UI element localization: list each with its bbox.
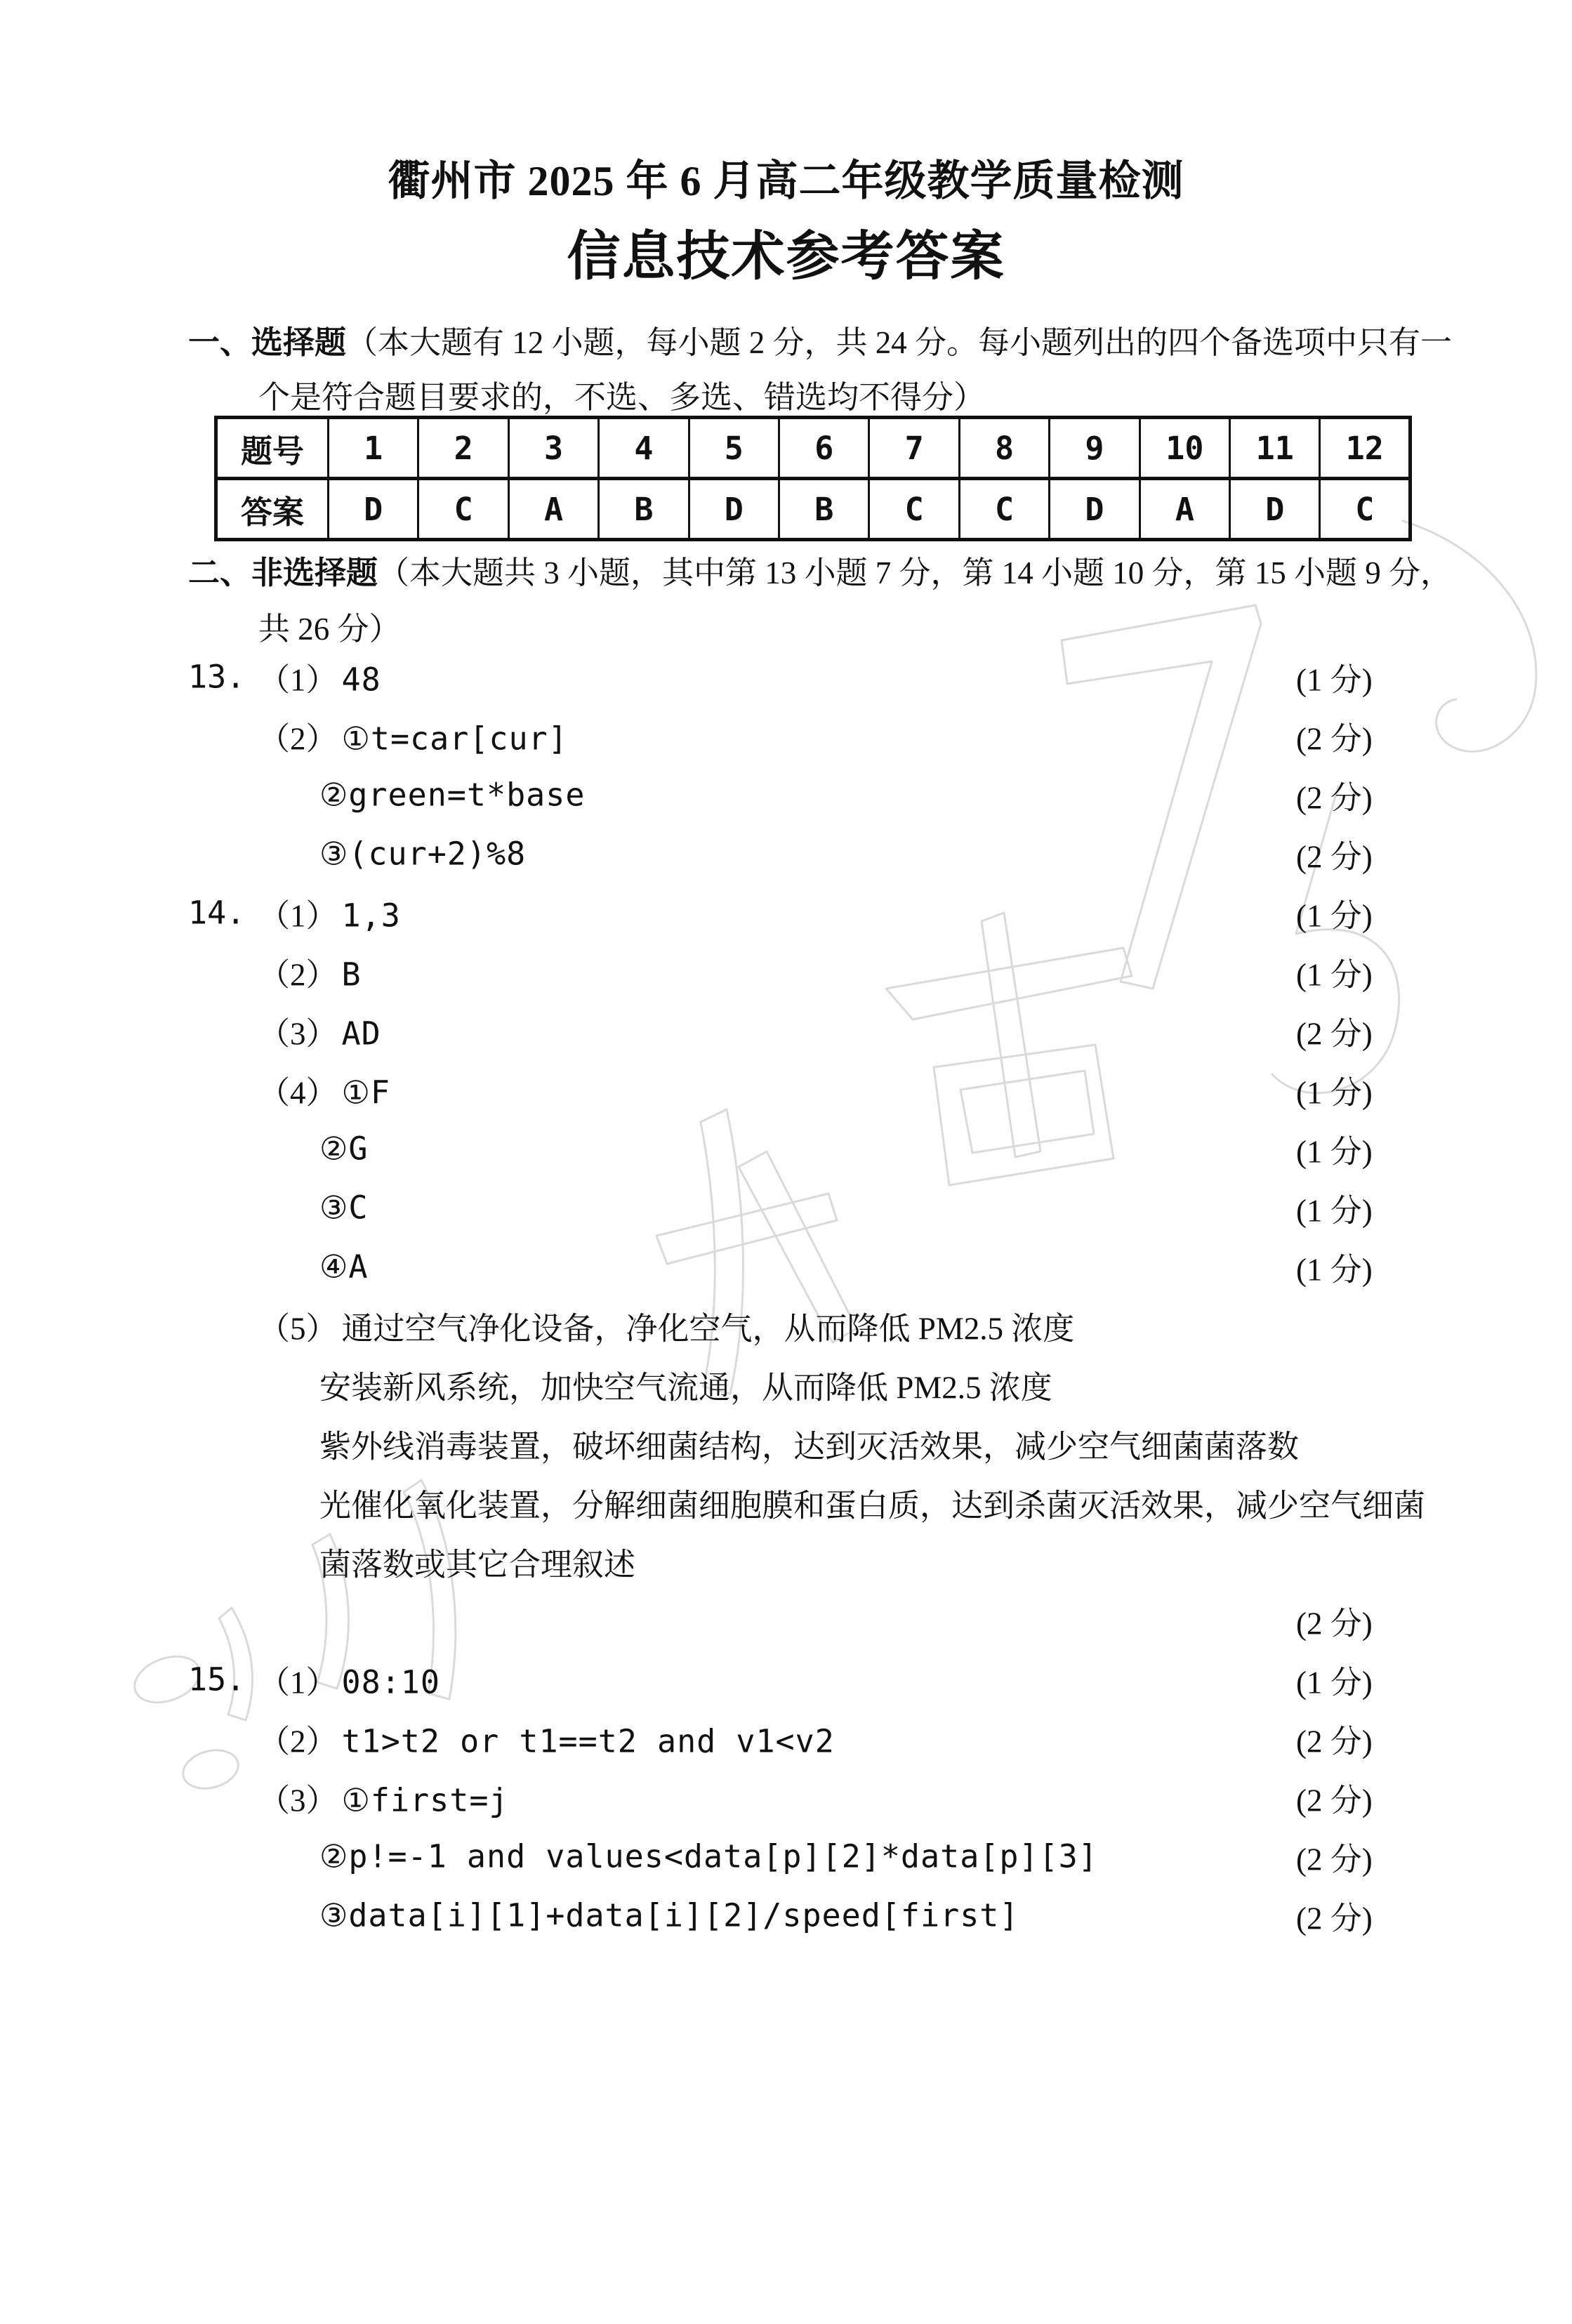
table-cell: C — [959, 479, 1049, 540]
answer-text: 通过空气净化设备，净化空气，从而降低 PM2.5 浓度 — [341, 1311, 1075, 1347]
answer-row-14-2 — [0, 942, 1572, 1001]
answer-row-14-5-3 — [0, 1414, 1572, 1473]
section1-desc-line1: （本大题有 12 小题，每小题 2 分，共 24 分。每小题列出的四个备选项中只有一 — [346, 325, 1453, 360]
answer-text: 08:10 — [341, 1663, 440, 1701]
answer-text: ①t=car[cur] — [341, 720, 568, 758]
sub-question-label: （1） — [258, 662, 338, 698]
table-cell: A — [508, 479, 598, 540]
table-cell: D — [329, 479, 418, 540]
answer-row-14-4-2 — [0, 1119, 1572, 1178]
answer-text: ②green=t*base — [319, 776, 586, 814]
free-response-answers — [0, 647, 1572, 1945]
table-cell: 2 — [418, 418, 508, 479]
answer-row-15-2 — [0, 1709, 1572, 1768]
table-cell: 8 — [959, 418, 1049, 479]
table-header-question-number: 题号 — [216, 418, 329, 479]
table-cell: 7 — [869, 418, 959, 479]
table-cell: D — [689, 479, 779, 540]
document-subtitle: 信息技术参考答案 — [567, 227, 1005, 286]
score-label: (2 分) — [1296, 1016, 1373, 1052]
table-cell: 5 — [689, 418, 779, 479]
answer-row-13-2-1 — [0, 706, 1572, 765]
score-label: (2 分) — [1296, 1606, 1373, 1642]
answer-text: ①F — [341, 1074, 390, 1111]
document-title: 衢州市 2025 年 6 月高二年级教学质量检测 — [388, 158, 1184, 204]
score-label: (2 分) — [1296, 1901, 1373, 1936]
answer-row-13-2-2 — [0, 765, 1572, 824]
answer-text: ④A — [319, 1248, 369, 1286]
answer-row-14-5-1 — [0, 1296, 1572, 1355]
answer-row-14-5-4 — [0, 1473, 1572, 1532]
answer-row-13-1 — [0, 647, 1572, 706]
section2-desc-line2: 共 26 分） — [258, 612, 401, 647]
table-cell: 9 — [1050, 418, 1140, 479]
score-label: (2 分) — [1296, 1724, 1373, 1759]
answer-text: ③C — [319, 1189, 369, 1227]
answer-row-14-5-score — [0, 1591, 1572, 1650]
table-cell: D — [1230, 479, 1320, 540]
answer-row-14-4-4 — [0, 1237, 1572, 1296]
multiple-choice-answer-table — [214, 416, 1412, 541]
sub-question-label: （2） — [258, 1724, 338, 1759]
answer-row-14-4-1 — [0, 1060, 1572, 1119]
answer-text: ②G — [319, 1130, 369, 1168]
section1-label: 一、选择题 — [188, 325, 347, 360]
sub-question-label: （1） — [258, 1665, 338, 1701]
section1-heading — [188, 323, 1452, 362]
table-row-answers — [216, 479, 1411, 540]
answer-text: 光催化氧化装置，分解细菌细胞膜和蛋白质，达到杀菌灭活效果，减少空气细菌 — [319, 1488, 1426, 1524]
table-cell: D — [1050, 479, 1140, 540]
answer-text: ①first=j — [341, 1781, 509, 1819]
answer-row-14-1 — [0, 883, 1572, 942]
table-cell: 6 — [779, 418, 869, 479]
answer-row-14-4-3 — [0, 1178, 1572, 1237]
score-label: (1 分) — [1296, 1252, 1373, 1288]
table-cell: 12 — [1320, 418, 1411, 479]
question-number: 13. — [188, 658, 246, 696]
answer-row-15-3-1 — [0, 1768, 1572, 1827]
answer-text: ③(cur+2)%8 — [319, 835, 527, 873]
table-cell: C — [869, 479, 959, 540]
table-row-question-numbers — [216, 418, 1411, 479]
score-label: (1 分) — [1296, 662, 1373, 698]
answer-text: t1>t2 or t1==t2 and v1<v2 — [341, 1722, 835, 1760]
score-label: (1 分) — [1296, 1665, 1373, 1701]
sub-question-label: （1） — [258, 898, 338, 934]
table-cell: B — [599, 479, 689, 540]
answer-row-15-3-3 — [0, 1886, 1572, 1945]
question-number: 14. — [188, 894, 246, 932]
table-cell: 3 — [508, 418, 598, 479]
answer-text: 1,3 — [341, 897, 401, 935]
sub-question-label: （3） — [258, 1016, 338, 1052]
table-cell: C — [418, 479, 508, 540]
score-label: (2 分) — [1296, 1842, 1373, 1877]
score-label: (1 分) — [1296, 1134, 1373, 1170]
section2-label: 二、非选择题 — [188, 555, 378, 590]
score-label: (2 分) — [1296, 780, 1373, 816]
sub-question-label: （3） — [258, 1783, 338, 1818]
answer-row-14-3 — [0, 1001, 1572, 1060]
table-cell: 11 — [1230, 418, 1320, 479]
answer-text: ②p!=-1 and values<data[p][2]*data[p][3] — [319, 1837, 1098, 1875]
answer-text: 紫外线消毒装置，破坏细菌结构，达到灭活效果，减少空气细菌菌落数 — [319, 1429, 1300, 1465]
score-label: (1 分) — [1296, 898, 1373, 934]
table-cell: C — [1320, 479, 1411, 540]
score-label: (2 分) — [1296, 1783, 1373, 1818]
table-header-answer: 答案 — [216, 479, 329, 540]
score-label: (1 分) — [1296, 1193, 1373, 1229]
sub-question-label: （2） — [258, 721, 338, 757]
answer-row-15-1 — [0, 1650, 1572, 1709]
section2-desc-line1: （本大题共 3 小题，其中第 13 小题 7 分，第 14 小题 10 分，第 15 小题 9 分， — [378, 555, 1453, 590]
answer-row-13-2-3 — [0, 824, 1572, 883]
answer-row-14-5-2 — [0, 1355, 1572, 1414]
table-cell: 10 — [1140, 418, 1229, 479]
sub-question-label: （4） — [258, 1075, 338, 1111]
table-cell: 1 — [329, 418, 418, 479]
score-label: (2 分) — [1296, 839, 1373, 875]
answer-text: 安装新风系统，加快空气流通，从而降低 PM2.5 浓度 — [319, 1370, 1052, 1406]
sub-question-label: （5） — [258, 1311, 338, 1347]
table-cell: B — [779, 479, 869, 540]
section2-heading — [188, 553, 1452, 593]
sub-question-label: （2） — [258, 957, 338, 993]
answer-text: B — [341, 956, 362, 993]
score-label: (1 分) — [1296, 957, 1373, 993]
table-cell: A — [1140, 479, 1229, 540]
answer-text: 48 — [341, 661, 381, 699]
answer-text: AD — [341, 1015, 381, 1052]
table-cell: 4 — [599, 418, 689, 479]
question-number: 15. — [188, 1661, 246, 1698]
section1-desc-line2: 个是符合题目要求的，不选、多选、错选均不得分） — [258, 380, 986, 415]
score-label: (1 分) — [1296, 1075, 1373, 1111]
answer-row-14-5-5 — [0, 1532, 1572, 1591]
score-label: (2 分) — [1296, 721, 1373, 757]
answer-text: ③data[i][1]+data[i][2]/speed[first] — [319, 1896, 1019, 1934]
answer-text: 菌落数或其它合理叙述 — [319, 1547, 636, 1583]
answer-row-15-3-2 — [0, 1827, 1572, 1886]
